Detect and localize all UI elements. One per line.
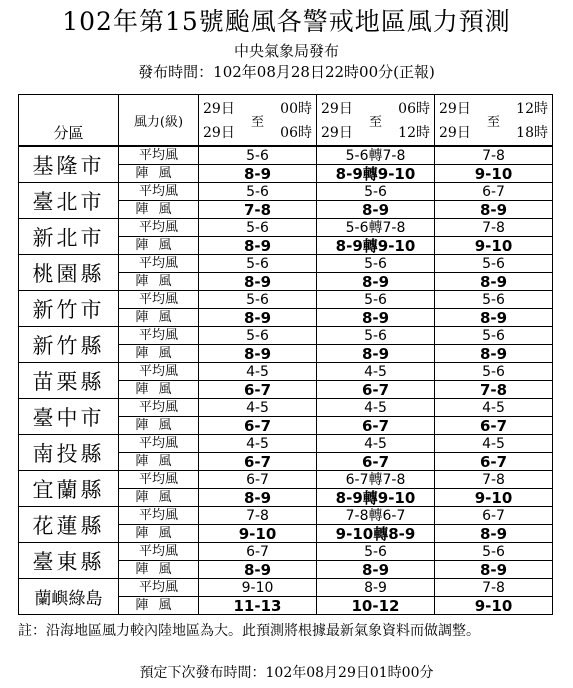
next-issue-time: 預定下次發布時間：102年08月29日01時00分: [139, 665, 434, 681]
avg-wind-value: 5-6轉7-8: [317, 146, 435, 165]
period-to-time: 18時: [516, 125, 548, 141]
gust-value: 8-9: [199, 273, 317, 291]
avg-wind-value: 7-8: [435, 579, 553, 597]
issuer: 中央氣象局發布: [233, 42, 339, 60]
avg-wind-value: 4-5: [317, 399, 435, 417]
gust-value: 6-7: [317, 417, 435, 435]
avg-wind-label: 平均風: [119, 543, 199, 561]
avg-wind-value: 4-5: [317, 363, 435, 381]
avg-wind-label: 平均風: [119, 399, 199, 417]
region-name: 新北市: [19, 219, 119, 255]
period-from-day: 29日: [203, 101, 235, 117]
table-row: [19, 291, 553, 309]
gust-value: 7-8: [435, 381, 553, 399]
avg-wind-label: 平均風: [119, 255, 199, 273]
avg-wind-value: 6-7: [199, 543, 317, 561]
avg-wind-value: 5-6轉7-8: [317, 219, 435, 237]
gust-value: 11-13: [199, 597, 317, 615]
period-from-day: 29日: [321, 101, 353, 117]
table-row: [19, 146, 553, 165]
period-from-day: 29日: [439, 101, 471, 117]
gust-label: 陣風: [119, 381, 199, 399]
gust-value: 8-9: [199, 489, 317, 507]
gust-value: 8-9: [435, 201, 553, 219]
table-row: [19, 183, 553, 201]
gust-label: 陣風: [119, 597, 199, 615]
avg-wind-value: 8-9: [317, 579, 435, 597]
gust-value: 6-7: [435, 453, 553, 471]
avg-wind-value: 4-5: [435, 399, 553, 417]
avg-wind-value: 9-10: [199, 579, 317, 597]
period-to-label: 至: [250, 115, 264, 130]
gust-value: 6-7: [199, 381, 317, 399]
table-row: [19, 579, 553, 597]
region-name: 新竹市: [19, 291, 119, 327]
table-row: [19, 219, 553, 237]
avg-wind-value: 5-6: [317, 291, 435, 309]
period-header: [317, 95, 435, 147]
avg-wind-value: 5-6: [199, 219, 317, 237]
gust-value: 6-7: [317, 453, 435, 471]
avg-wind-value: 5-6: [199, 146, 317, 165]
period-to-day: 29日: [439, 125, 471, 141]
gust-label: 陣風: [119, 453, 199, 471]
gust-label: 陣風: [119, 345, 199, 363]
avg-wind-label: 平均風: [119, 327, 199, 345]
avg-wind-value: 5-6: [435, 327, 553, 345]
avg-wind-value: 7-8: [435, 471, 553, 489]
gust-value: 6-7: [199, 453, 317, 471]
avg-wind-value: 7-8: [199, 507, 317, 525]
gust-value: 8-9: [199, 309, 317, 327]
gust-value: 8-9: [317, 345, 435, 363]
gust-value: 8-9: [435, 345, 553, 363]
avg-wind-label: 平均風: [119, 146, 199, 165]
period-to-day: 29日: [321, 125, 353, 141]
period-to-day: 29日: [203, 125, 235, 141]
region-name: 苗栗縣: [19, 363, 119, 399]
footnote: 註：沿海地區風力較內陸地區為大。此預測將根據最新氣象資料而做調整。: [18, 623, 480, 639]
gust-label: 陣風: [119, 201, 199, 219]
avg-wind-label: 平均風: [119, 291, 199, 309]
avg-wind-value: 5-6: [199, 183, 317, 201]
region-name: 蘭嶼綠島: [19, 579, 119, 615]
gust-value: 9-10轉8-9: [317, 525, 435, 543]
avg-wind-value: 6-7: [435, 507, 553, 525]
avg-wind-value: 5-6: [435, 543, 553, 561]
avg-wind-value: 4-5: [199, 363, 317, 381]
avg-wind-value: 5-6: [317, 183, 435, 201]
gust-value: 9-10: [435, 597, 553, 615]
avg-wind-value: 6-7轉7-8: [317, 471, 435, 489]
period-from-time: 00時: [280, 101, 312, 117]
avg-wind-value: 7-8轉6-7: [317, 507, 435, 525]
region-name: 花蓮縣: [19, 507, 119, 543]
issue-time: 發布時間：102年08月28日22時00分(正報): [138, 63, 435, 81]
wind-forecast-table: [18, 94, 553, 615]
gust-value: 9-10: [435, 165, 553, 183]
gust-label: 陣風: [119, 417, 199, 435]
gust-value: 7-8: [199, 201, 317, 219]
table-row: [19, 255, 553, 273]
avg-wind-value: 5-6: [199, 291, 317, 309]
region-name: 桃園縣: [19, 255, 119, 291]
gust-value: 8-9: [435, 273, 553, 291]
gust-value: 8-9轉9-10: [317, 165, 435, 183]
region-name: 基隆市: [19, 146, 119, 183]
page-title: 102年第15號颱風各警戒地區風力預測: [62, 7, 511, 36]
gust-value: 6-7: [317, 381, 435, 399]
region-name: 臺北市: [19, 183, 119, 219]
gust-label: 陣風: [119, 525, 199, 543]
period-to-time: 06時: [280, 125, 312, 141]
gust-label: 陣風: [119, 165, 199, 183]
avg-wind-label: 平均風: [119, 363, 199, 381]
avg-wind-value: 5-6: [199, 327, 317, 345]
table-row: [19, 327, 553, 345]
region-name: 南投縣: [19, 435, 119, 471]
region-name: 新竹縣: [19, 327, 119, 363]
avg-wind-label: 平均風: [119, 579, 199, 597]
period-header: [435, 95, 553, 147]
region-name: 臺中市: [19, 399, 119, 435]
avg-wind-value: 5-6: [435, 291, 553, 309]
table-row: [19, 507, 553, 525]
table-row: [19, 471, 553, 489]
gust-value: 8-9: [435, 561, 553, 579]
gust-label: 陣風: [119, 489, 199, 507]
gust-value: 8-9: [199, 561, 317, 579]
gust-value: 9-10: [435, 237, 553, 255]
period-to-label: 至: [368, 115, 382, 130]
gust-value: 8-9: [199, 165, 317, 183]
period-to-label: 至: [486, 115, 500, 130]
gust-value: 8-9: [317, 561, 435, 579]
avg-wind-value: 4-5: [199, 399, 317, 417]
gust-value: 6-7: [435, 417, 553, 435]
gust-value: 8-9轉9-10: [317, 489, 435, 507]
table-row: [19, 543, 553, 561]
gust-value: 8-9: [317, 273, 435, 291]
avg-wind-value: 4-5: [317, 435, 435, 453]
gust-value: 9-10: [199, 525, 317, 543]
avg-wind-label: 平均風: [119, 507, 199, 525]
gust-value: 6-7: [199, 417, 317, 435]
avg-wind-value: 5-6: [317, 543, 435, 561]
gust-label: 陣風: [119, 237, 199, 255]
period-from-time: 06時: [398, 101, 430, 117]
gust-label: 陣風: [119, 273, 199, 291]
gust-value: 10-12: [317, 597, 435, 615]
wind-force-header: 風力(級): [119, 95, 199, 147]
avg-wind-label: 平均風: [119, 471, 199, 489]
avg-wind-value: 7-8: [435, 219, 553, 237]
region-header: 分區: [19, 95, 119, 147]
gust-label: 陣風: [119, 309, 199, 327]
table-row: [19, 435, 553, 453]
period-to-time: 12時: [398, 125, 430, 141]
period-header: [199, 95, 317, 147]
gust-value: 8-9: [317, 309, 435, 327]
avg-wind-value: 6-7: [435, 183, 553, 201]
region-name: 臺東縣: [19, 543, 119, 579]
avg-wind-value: 5-6: [317, 255, 435, 273]
avg-wind-value: 6-7: [199, 471, 317, 489]
avg-wind-value: 4-5: [199, 435, 317, 453]
table-row: [19, 363, 553, 381]
gust-value: 8-9: [199, 345, 317, 363]
avg-wind-value: 5-6: [199, 255, 317, 273]
avg-wind-value: 5-6: [435, 363, 553, 381]
gust-label: 陣風: [119, 561, 199, 579]
gust-value: 8-9: [435, 309, 553, 327]
avg-wind-label: 平均風: [119, 183, 199, 201]
avg-wind-label: 平均風: [119, 435, 199, 453]
period-from-time: 12時: [516, 101, 548, 117]
avg-wind-value: 5-6: [317, 327, 435, 345]
gust-value: 8-9: [199, 237, 317, 255]
gust-value: 8-9: [435, 525, 553, 543]
gust-value: 8-9: [317, 201, 435, 219]
avg-wind-value: 4-5: [435, 435, 553, 453]
avg-wind-value: 5-6: [435, 255, 553, 273]
avg-wind-value: 7-8: [435, 146, 553, 165]
gust-value: 8-9轉9-10: [317, 237, 435, 255]
region-name: 宜蘭縣: [19, 471, 119, 507]
table-row: [19, 399, 553, 417]
avg-wind-label: 平均風: [119, 219, 199, 237]
gust-value: 9-10: [435, 489, 553, 507]
